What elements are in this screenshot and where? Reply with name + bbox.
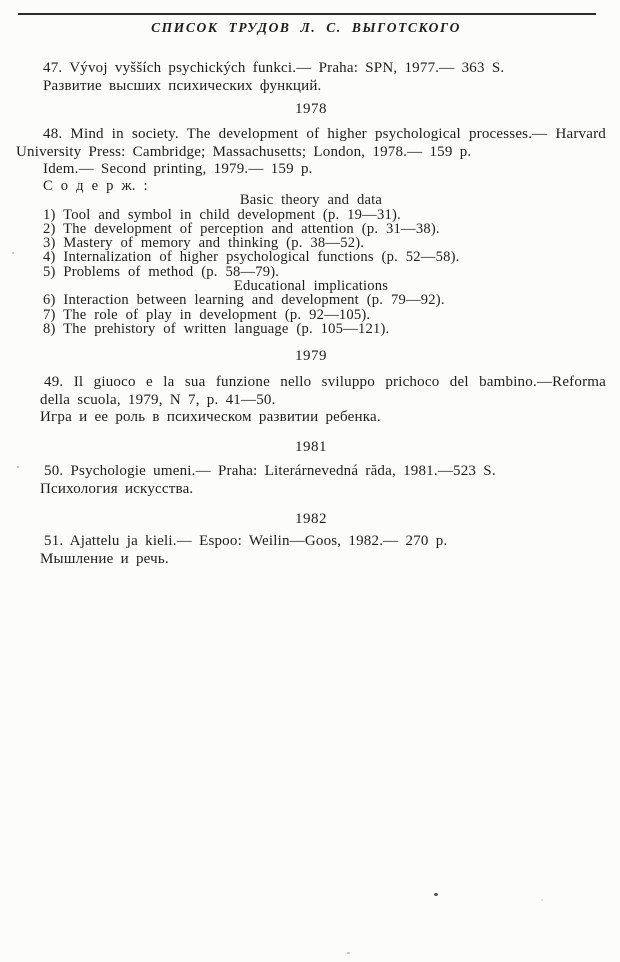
scan-speck [347, 952, 350, 954]
scan-speck [541, 899, 543, 901]
year-heading-1979: 1979 [295, 348, 327, 365]
entry-48-citation-line1: 48. Mind in society. The development of higher psychological processes.— Harvard [43, 126, 606, 143]
contents-item-4: 4) Internalization of higher psychological functions (p. 52—58). [43, 249, 460, 266]
contents-item-8: 8) The prehistory of written language (p. 105—121). [43, 320, 390, 337]
entry-50-translation: Психология искусства. [40, 480, 194, 497]
entry-48-idem-note: Idem.— Second printing, 1979.— 159 p. [43, 161, 313, 178]
contents-label: С о д е р ж. : [43, 177, 148, 194]
year-heading-1982: 1982 [295, 511, 327, 528]
entry-47-translation: Развитие высших психических функций. [43, 77, 322, 94]
contents-subhead-basic-theory: Basic theory and data [239, 192, 383, 209]
scan-speck [12, 252, 14, 254]
contents-item-2: 2) The development of perception and attention (p. 31—38). [43, 220, 440, 237]
entry-49-translation: Игра и ее роль в психическом развитии ребенка. [40, 409, 381, 426]
contents-item-1: 1) Tool and symbol in child development (p. 19—31). [43, 206, 401, 223]
text-column [16, 36, 606, 568]
entry-51-translation: Мышление и речь. [40, 550, 169, 567]
running-head-title: СПИСОК ТРУДОВ Л. С. ВЫГОТСКОГО [151, 20, 461, 35]
entry-50-block [16, 463, 606, 498]
contents-item-6: 6) Interaction between learning and development (p. 79—92). [43, 292, 445, 309]
year-heading-1981: 1981 [295, 439, 327, 456]
entry-49-block [16, 374, 606, 427]
header-rule [18, 13, 596, 15]
entry-49-citation-line1: 49. Il giuoco e la sua funzione nello sviluppo prichoco del bambino.—Reforma [44, 374, 606, 391]
contents-item-3: 3) Mastery of memory and thinking (p. 38—52). [43, 235, 365, 252]
scan-speck [434, 893, 438, 896]
entry-48-citation-line2: University Press: Cambridge; Massachusetts; London, 1978.— 159 p. [16, 143, 472, 160]
contents-item-5: 5) Problems of method (p. 58—79). [43, 263, 280, 280]
entry-47-citation: 47. Vývoj vyšších psychických funkci.— Praha: SPN, 1977.— 363 S. [43, 60, 505, 76]
entry-50-citation: 50. Psychologie umeni.— Praha: Literárnevedná răda, 1981.—523 S. [44, 463, 496, 480]
entry-48-contents-list [16, 179, 606, 336]
entry-49-citation-line2: della scuola, 1979, N 7, p. 41—50. [40, 391, 276, 408]
year-heading-1978: 1978 [295, 101, 327, 118]
entry-51-block [16, 533, 606, 568]
contents-subhead-educational: Educational implications [233, 278, 389, 295]
entry-51-citation: 51. Ajattelu ja kieli.— Espoo: Weilin—Goos, 1982.— 270 p. [44, 533, 448, 550]
scan-speck [17, 466, 19, 468]
contents-item-7: 7) The role of play in development (p. 92—105). [43, 306, 371, 323]
